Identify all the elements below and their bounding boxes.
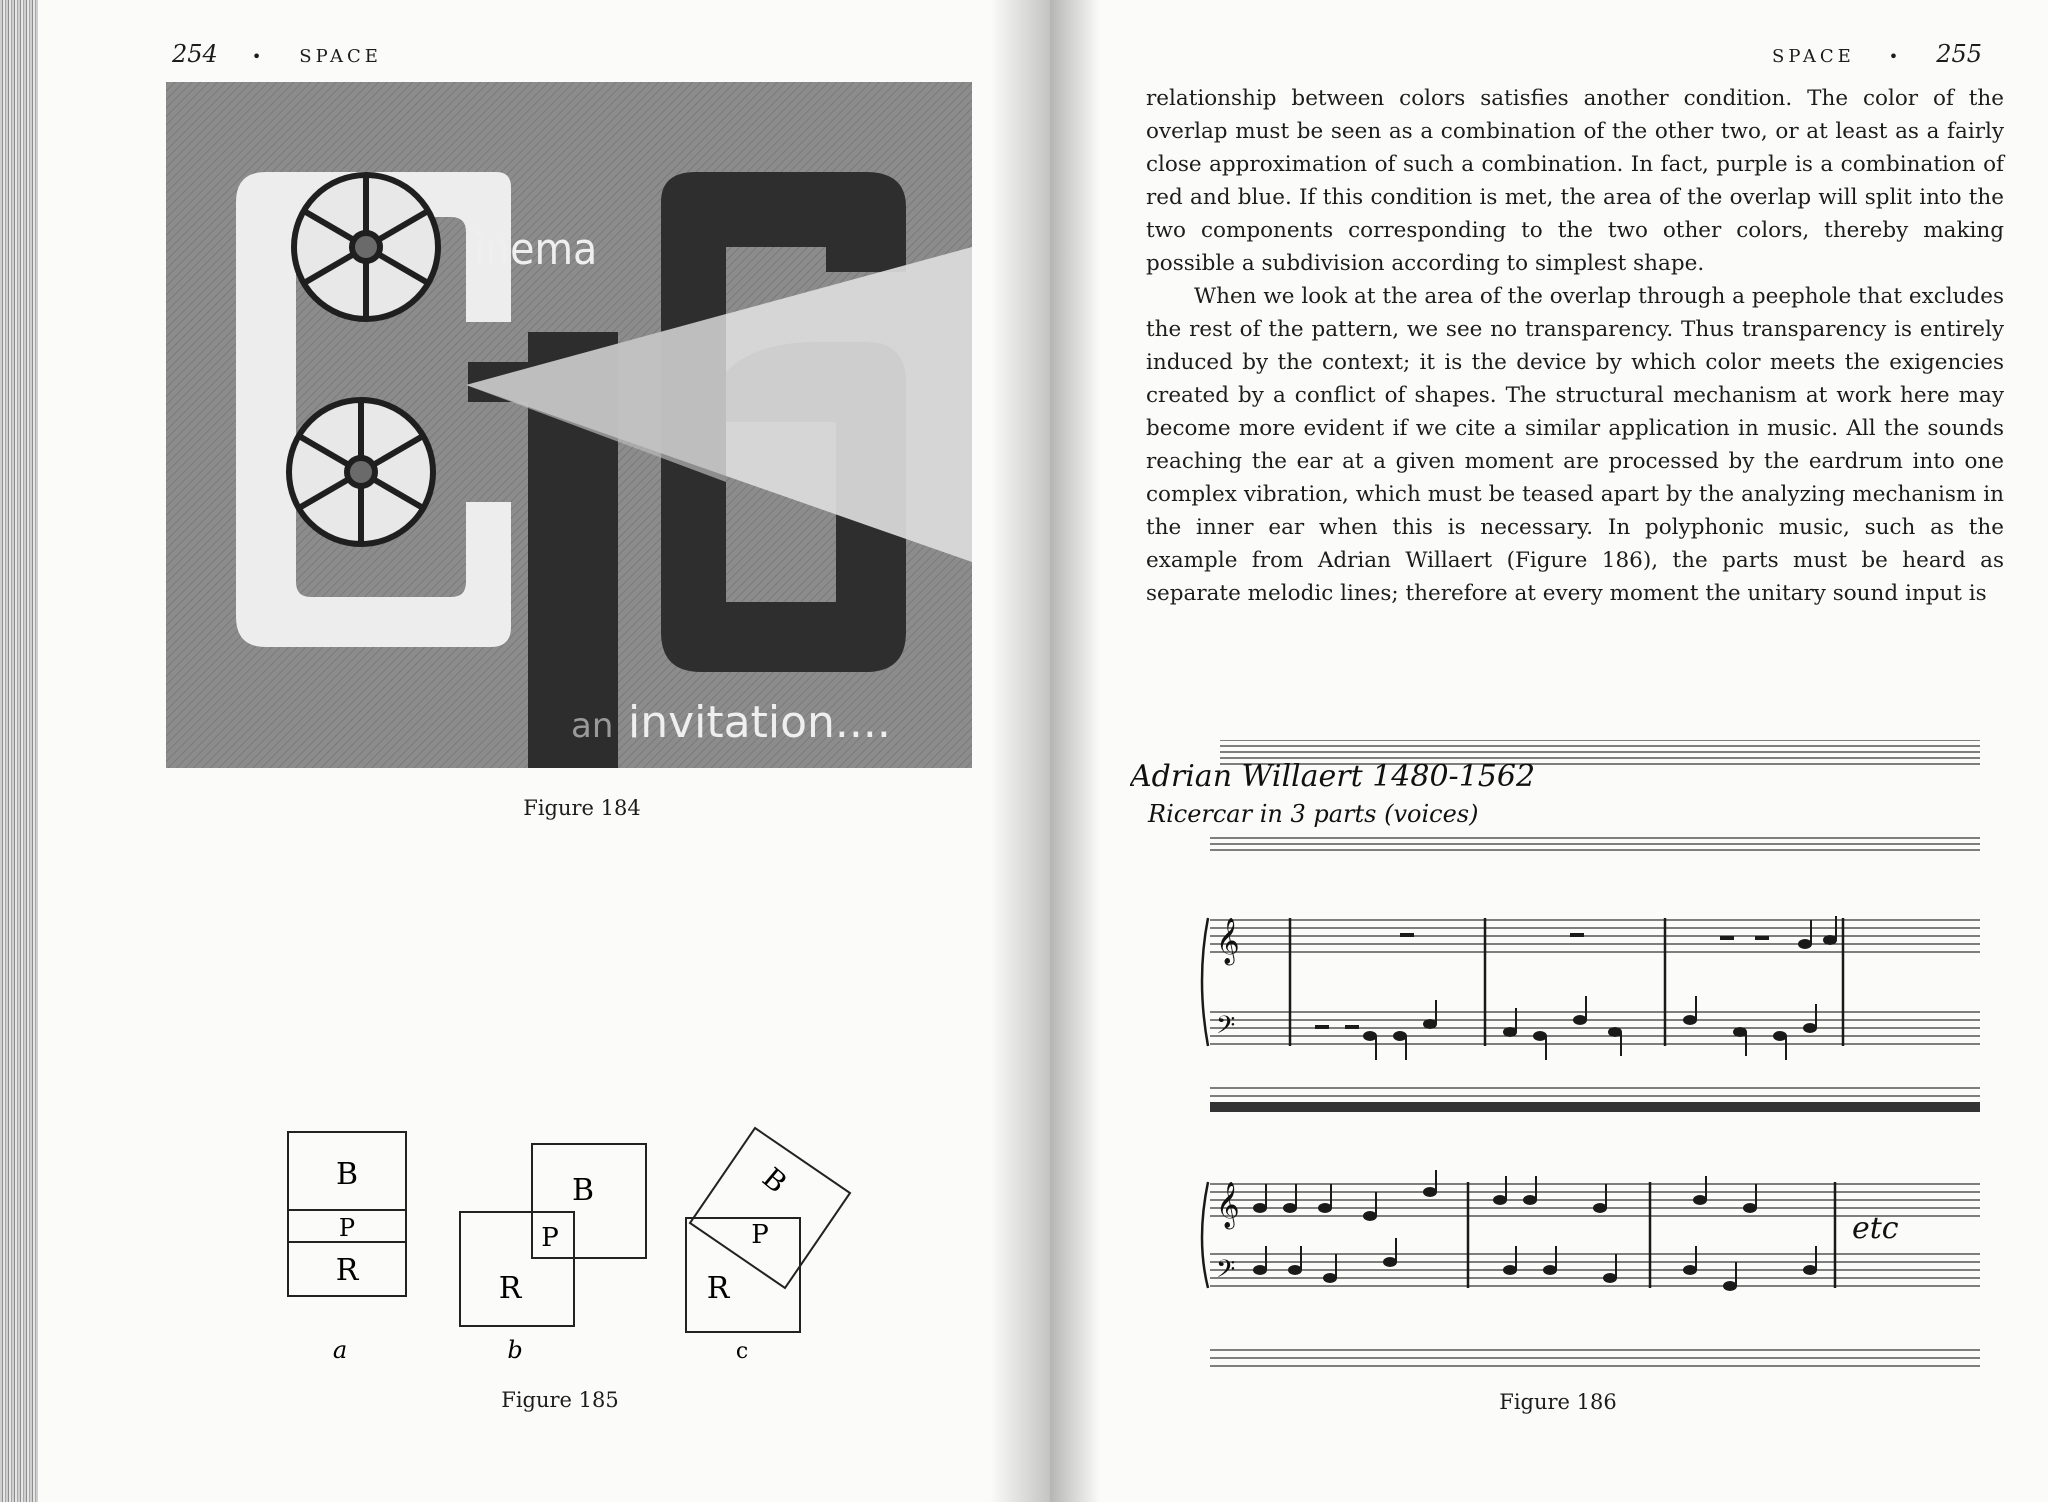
fig185a-label: a	[332, 1336, 348, 1364]
right-page	[1050, 0, 2048, 1502]
page-edges	[0, 0, 38, 1502]
fig185b-middle: P	[541, 1223, 559, 1253]
poster-cinema-text: inema	[474, 224, 598, 275]
bass-clef-icon: 𝄢	[1216, 1255, 1236, 1290]
gutter-shadow	[1050, 0, 1100, 1502]
running-head-right	[1772, 40, 1982, 68]
bass-clef-icon: 𝄢	[1216, 1011, 1236, 1046]
fig185b-top: B	[571, 1173, 595, 1208]
fig185c-top: B	[756, 1161, 794, 1200]
handwritten-title: Ricercar in 3 parts (voices)	[1148, 800, 1479, 828]
running-head-left	[172, 40, 382, 68]
figure-184-poster	[166, 82, 972, 768]
figure-184-caption: Figure 184	[523, 796, 641, 820]
figure-185	[270, 1118, 870, 1378]
poster-invitation-text: invitation....	[628, 697, 891, 748]
poster-an-text: an	[571, 706, 614, 746]
fig185a-top: B	[335, 1157, 359, 1192]
treble-clef-icon: 𝄞	[1216, 1182, 1240, 1228]
gutter-shadow	[990, 0, 1050, 1502]
bullet: •	[1888, 47, 1903, 66]
fig185c-bottom: R	[706, 1271, 730, 1306]
fig185b-bottom: R	[498, 1271, 522, 1306]
fig185c-label: c	[735, 1339, 749, 1364]
running-title: SPACE	[299, 46, 382, 67]
running-title: SPACE	[1772, 46, 1855, 67]
page-number: 255	[1936, 40, 1982, 68]
page-number: 254	[172, 40, 218, 68]
figure-186-caption: Figure 186	[1499, 1390, 1617, 1414]
bullet: •	[251, 47, 266, 66]
paragraph-1: relationship between colors satisfies another condition. The color of the overlap must be seen as a combination of the other two, or at least as a fairly close approximation of such a combination. In fact, purple is a combination of red and blue. If this condition is met, the area of the overlap will split into the two components corresponding to the two other colors, thereby making possible a subdivision according to simplest shape.	[1146, 86, 2004, 276]
fig185a-bottom: R	[335, 1253, 359, 1288]
fig185a-middle: P	[338, 1214, 356, 1242]
paragraph-2: When we look at the area of the overlap through a peephole that excludes the rest of the pattern, we see no transparency. Thus transparency is entirely induced by the context; it is the device by which color meets the exigencies created by a conflict of shapes. The structural mechanism at work here may become more evident if we cite a similar application in music. All the sounds reaching the ear at a given moment are processed by the eardrum into one complex vibration, which must be teased apart by the analyzing mechanism in the inner ear when this is necessary. In polyphonic music, such as the example from Adrian Willaert (Figure 186), the parts must be heard as separate melodic lines; therefore at every moment the unitary sound input is	[1146, 284, 2004, 606]
figure-185-caption: Figure 185	[501, 1388, 619, 1412]
figure-186-score	[1130, 740, 1990, 1380]
handwritten-etc: etc	[1852, 1211, 1899, 1246]
body-text	[1146, 82, 2004, 610]
handwritten-composer: Adrian Willaert 1480-1562	[1130, 759, 1536, 794]
treble-clef-icon: 𝄞	[1216, 918, 1240, 964]
fig185c-middle: P	[751, 1220, 769, 1250]
fig185b-label: b	[507, 1336, 523, 1364]
